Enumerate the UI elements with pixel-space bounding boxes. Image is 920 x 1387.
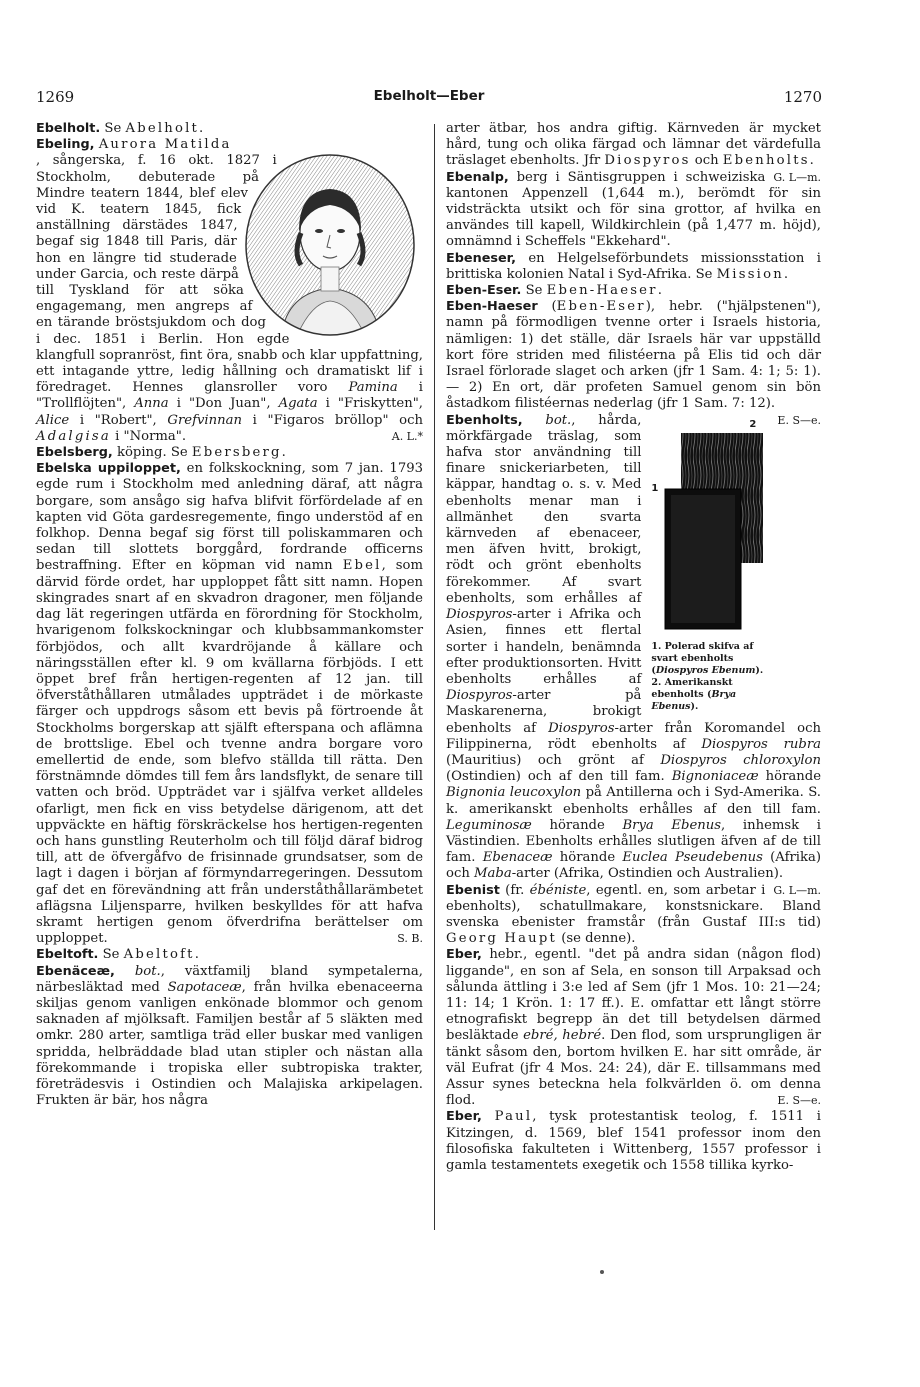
entry-ebeltoft: Ebeltoft. Se Abeltoft.: [36, 947, 199, 963]
figure-number-2: 2: [749, 418, 757, 430]
signature: E. S—e.: [777, 413, 821, 427]
entry-ebeneser: Ebeneser, en Helgelseförbundets missionsstation i brittiska kolonien Natal i Syd-Afrika. Se Mission.: [446, 250, 821, 282]
entry-ebenist: Ebenist (fr. ébéniste, egentl. en, som arbetar i ebenholts), schatullmakare, konstsnickare. Bland svenska ebenister framstår (från Gustaf III:s tid) Georg Haupt (se denne).: [446, 882, 821, 947]
entry-ebenholts: 2 1 1. Polerad skifva af svart ebenholts (Diospyros Ebenum). 2. Amerikanskt ebenholts (Brya Ebenus). Ebenholts, bot., hårda, mörkfärgade träslag, som hafva stor användning till finare snickeriarbeten, till käppar, handtag o. s. v. Med ebenholts menar man i allmänhet den svarta kärnveden af ebenaceer, men äfven hvitt, brokigt, rödt och grönt ebenholts förekommer. Af svart ebenholts, som erhålles af Diospyros-arter i Afrika och Asien, finnes ett flertal sorter i handeln, benämnda efter produktionsorten. Hvitt ebenholts erhålles af Diospyros-arter på Maskarenerna, brokigt ebenholts af Diospyros-arter från Koromandel och Filippinerna, rödt ebenholts af Diospyros rubra (Mauritius) och grönt af Diospyros chloroxylon (Ostindien) och af den till fam. Bignoniaceæ hörande Bignonia leucoxylon på Antillerna och i Syd-Amerika. S. k. amerikanskt ebenholts erhålles af den till fam. Leguminosæ hörande Brya Ebenus, inhemsk i Västindien. Ebenholts erhålles slutligen äfven af de till fam. Ebenaceæ hörande Euclea Pseudebenus (Afrika) och Maba-arter (Afrika, Ostindien och Australien). G. L—m.: [446, 413, 821, 883]
ebony-samples-illustration: [651, 425, 769, 635]
entry-ebeling-body: , sångerska, f. 16 okt. 1827 i Stockholm, debuterade på Mindre teatern 1844, blef elev vid K. teatern 1845, fick anställning därstädes 1847, begaf sig 1848 till Paris, där hon en längre tid studerade under Garcia, och reste därpå till Tyskland för att söka engagemang, men angreps af en tärande bröstsjukdom och dog i dec. 1851 i Berlin. Hon egde klangfull sopranröst, fint öra, snabb och klar uppfattning, ett intagande yttre, ledig hållning och dramatiskt lif i föredraget. Hennes glansroller voro Pamina i "Trollflöjten", Anna i "Don Juan", Agata i "Friskytten", Alice i "Robert", Grefvinnan i "Figaros bröllop" och Adalgisa i "Norma". A. L.*: [36, 153, 423, 444]
page-number-left: 1269: [36, 88, 75, 106]
entry-ebenaceae-cont: arter ätbar, hos andra giftig. Kärnveden är mycket hård, tung och olika färgad och lämnar det värdefulla träslaget ebenholts. Jfr Diospyros och Ebenholts. G. L—m.: [446, 121, 821, 170]
page-mark: [600, 1270, 604, 1274]
ebony-figure: [651, 418, 769, 713]
entry-ebenaceae: Ebenäceæ, bot., växtfamilj bland sympetalerna, närbesläktad med Sapotaceæ, från hvilka ebenaceerna skiljas genom vanligen enkönade blommor och genom saknaden af mjölksaft. Familjen består af 5 släkten med omkr. 280 arter, samtliga träd eller buskar med vanligen spridda, helbräddade blad utan stipler och nästan alla förekommande i tropiska eller subtropiska trakter, företrädesvis i Ostindien och Malajiska arkipelagen. Frukten är bär, hos några: [36, 963, 423, 1109]
signature: A. L.*: [391, 429, 423, 443]
signature: G. L—m.: [773, 883, 821, 897]
page-header: [36, 88, 822, 110]
entry-ebeling: Ebeling, Aurora Matilda: [36, 137, 232, 153]
signature: S. B.: [397, 932, 423, 946]
entry-eber: Eber, hebr., egentl. "det på andra sidan (någon flod) liggande", en son af Sela, en sonson till Arpaksad och sålunda ättling i 3:e led af Sem (jfr 1 Mos. 10: 21—24; 11: 14; 1 Krön. 1: 17 ff.). E. omfattar ett långt större etnografiskt begrepp än det till betydelsen därmed besläktade ebré, hebré. Den flod, som ursprungligen är tänkt såsom den, bortom hvilken E. har sitt område, är väl Eufrat (jfr 4 Mos. 24: 24), där E. tillsammans med Assur synes beteckna hela folkvärlden ö. om denna flod. E. S—e.: [446, 947, 822, 1109]
entry-eben-haeser: Eben-Haeser (Eben-Eser), hebr. ("hjälpstenen"), namn på förmodligen tvenne orter i Israels historia, nämligen: 1) det ställe, där Israels här var uppställd kort före striden med filistéerna på Elis tid och där Israel förlorade slaget och arken (jfr 1 Sam. 4: 1; 5: 1). — 2) En ort, där profeten Samuel genom sin bön åstadkom filistéernas nederlag (jfr 1 Sam. 7: 12). E. S—e.: [446, 299, 821, 412]
entry-eber-paul: Eber, Paul, tysk protestantisk teolog, f. 1511 i Kitzingen, d. 1569, blef 1541 professor inom den filosofiska fakulteten i Wittenberg, 1557 professor i gamla testamentets exegetik och 1558 tillika kyrko-: [446, 1109, 821, 1173]
entry-ebenalp: Ebenalp, berg i Säntisgruppen i schweiziska kantonen Appenzell (1,644 m.), berömdt för sin vidsträckta utsikt och för sina grottor, af hvilka en användes till kapell, Wildkirchlein (på 1,477 m. höjd), omnämnd i Scheffels "Ekkehard".: [446, 169, 821, 250]
running-title: Ebelholt—Eber: [373, 88, 485, 104]
left-column: [36, 121, 423, 1109]
figure-number-1: 1: [651, 482, 659, 494]
entry-ebelholt: Ebelholt. Se Abelholt.: [36, 121, 204, 136]
signature: E. S—e.: [777, 1094, 821, 1108]
column-divider: [434, 124, 435, 1230]
right-column: [446, 121, 821, 1174]
entry-ebelsberg: Ebelsberg, köping. Se Ebersberg.: [36, 445, 286, 461]
page-number-right: 1270: [783, 88, 822, 106]
figure-caption: 1. Polerad skifva af svart ebenholts (Diospyros Ebenum). 2. Amerikanskt ebenholts (Brya Ebenus).: [651, 640, 764, 712]
entry-eben-eser: Eben-Eser. Se Eben-Haeser.: [446, 283, 662, 299]
entry-ebelska-upploppet: Ebelska uppiloppet, en folkskockning, som 7 jan. 1793 egde rum i Stockholm med anledning däraf, att några borgare, som ansågo sig hafva blifvit förfördelade af en kapten vid Göta gardesregemente, fingo understöd af en folkhop. Denna begaf sig först till poliskammaren och sedan till slottets borggård, fordrande officerns bestraffning. Efter en köpman vid namn Ebel, som därvid förde ordet, har upploppet fått sitt namn. Hopen skingrades snart af en skvadron dragoner, men följande dag lät regeringen utfärda en förordning för Stockholm, hvarigenom folkskockningar och klubbsammankomster förbjödos, och allt kvardröjande å källare och näringsställen efter kl. 9 om kvällarna förbjöds. I ett öppet bref från hertigen-regenten af 12 jan. till öfverståthållaren utmålades uppträdet i de mörkaste färger och uppdrogs såsom ett bevis på förtroende åt Stockholms borgerskap att själft efterspana och aflämna de brottslige. Ebel och tvenne andra borgare voro emellertid de ende, som blefvo ställda till rätta. Den förstnämnde dömdes till fem års landsflykt, de senare till vatten och bröd. Uppträdet var i själfva verket alldeles ofarligt, men fick en viss betydelse därigenom, att det uppväckte en häftig förskräckelse hos hertigen-regenten och hans gunstling Reuterholm och till följd däraf bidrog till, att de öfvergåfvo de frisinnade grundsatser, som de lagt i dagen i början af förmyndarregeringen. Dessutom gaf det en förevändning att från underståthållarämbetet aflägsna Liljensparre, hvilken beskylldes för att hafva skramt hertigen genom öfverdrifna berättelser om upploppet. S. B.: [36, 461, 423, 947]
portrait-engraving: [241, 153, 419, 338]
signature: G. L—m.: [773, 170, 821, 184]
